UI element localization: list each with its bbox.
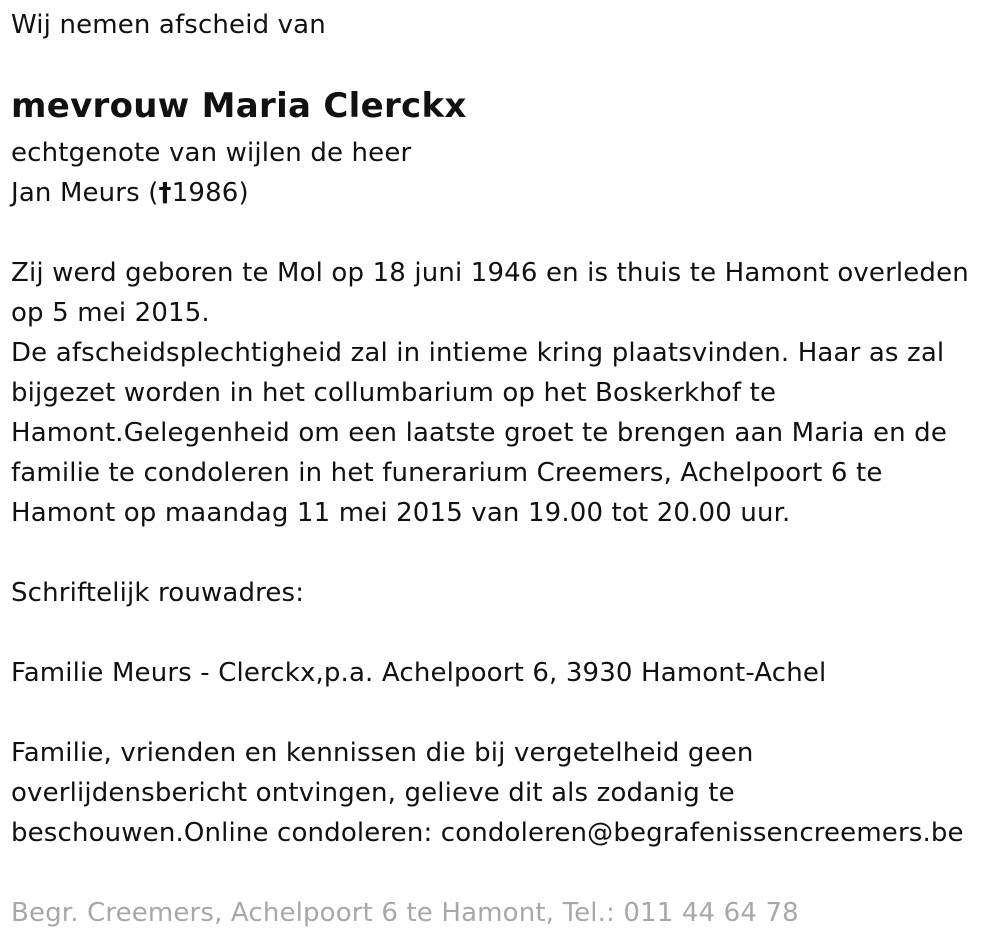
spouse-line-2 — [11, 173, 249, 213]
mourning-address — [11, 653, 826, 693]
deceased-name: mevrouw Maria Clerckx — [11, 86, 467, 126]
spouse-name-text: Jan Meurs ( — [11, 178, 159, 208]
announcement-line: familie te condoleren in het funerarium Creemers, Achelpoort 6 te — [11, 458, 883, 488]
announcement-paragraph — [11, 253, 969, 533]
spouse-line-1: echtgenote van wijlen de heer — [11, 138, 412, 168]
announcement-line: op 5 mei 2015. — [11, 298, 210, 328]
cross-icon: † — [158, 178, 172, 208]
intro-text: Wij nemen afscheid van — [11, 10, 326, 40]
address-label-text: Schriftelijk rouwadres: — [11, 578, 305, 608]
announcement-line: bijgezet worden in het collumbarium op het Boskerkhof te — [11, 378, 777, 408]
address-label — [11, 573, 304, 613]
announcement-line: Hamont.Gelegenheid om een laatste groet te brengen aan Maria en de — [11, 418, 947, 448]
announcement-line: Hamont op maandag 11 mei 2015 van 19.00 tot 20.00 uur. — [11, 498, 791, 528]
notice-paragraph — [11, 733, 964, 853]
mourning-address-text: Familie Meurs - Clerckx,p.a. Achelpoort 6, 3930 Hamont-Achel — [11, 658, 827, 688]
spouse-death-year: 1986) — [171, 178, 249, 208]
notice-line: overlijdensbericht ontvingen, gelieve dit als zodanig te — [11, 778, 735, 808]
announcement-line: De afscheidsplechtigheid zal in intieme kring plaatsvinden. Haar as zal — [11, 338, 945, 368]
funeral-home-footer: Begr. Creemers, Achelpoort 6 te Hamont, Tel.: 011 44 64 78 — [11, 898, 799, 928]
announcement-line: Zij werd geboren te Mol op 18 juni 1946 en is thuis te Hamont overleden — [11, 258, 969, 288]
notice-line: Familie, vrienden en kennissen die bij vergetelheid geen — [11, 738, 754, 768]
notice-line: beschouwen.Online condoleren: condoleren@begrafenissencreemers.be — [11, 818, 964, 848]
